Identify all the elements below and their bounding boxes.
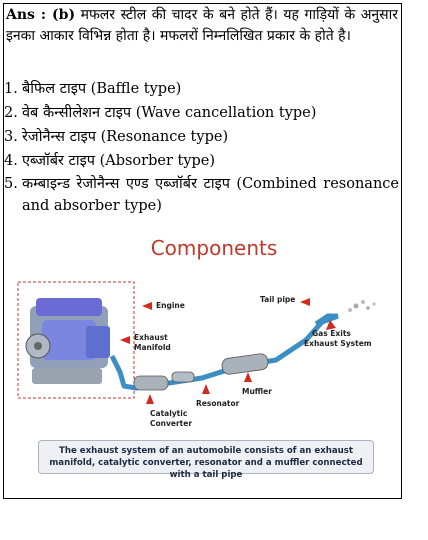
label-gas-exits: Gas Exits	[312, 329, 351, 338]
label-catalytic: Catalytic	[150, 409, 188, 418]
list-label: वेब कैन्सीलेशन टाइप (Wave cancellation type)	[22, 105, 317, 121]
label-tail-pipe: Tail pipe	[260, 295, 296, 304]
label-engine: Engine	[156, 301, 185, 310]
label-resonator: Resonator	[196, 399, 240, 408]
figure-caption: The exhaust system of an automobile consists of an exhaust manifold, catalytic converter, resonator and a muffler connected with a tail pipe	[38, 440, 374, 474]
list-item	[4, 101, 399, 125]
list-number: 3.	[4, 129, 18, 145]
muffler-shape	[221, 353, 269, 375]
resonator-shape	[172, 372, 194, 382]
list-item	[4, 173, 399, 217]
answer-prefix: Ans : (b)	[6, 7, 76, 23]
list-label: बैफिल टाइप (Baffle type)	[22, 81, 182, 97]
engine-illustration	[26, 298, 110, 384]
list-item	[4, 149, 399, 173]
list-label: रेजोनैन्स टाइप (Resonance type)	[22, 129, 229, 145]
list-number: 1.	[4, 81, 18, 97]
answer-text: मफलर स्टील की चादर के बने होते हैं। यह गाड़ियों के अनुसार इनका आकार विभिन्न होता है। मफलरों निम्नलिखित प्रकार के होते है।	[6, 7, 398, 44]
label-exhaust-manifold: Exhaust	[134, 333, 168, 342]
figure-title: Components	[150, 236, 278, 260]
label-converter: Converter	[150, 419, 193, 428]
label-muffler: Muffler	[242, 387, 272, 396]
exhaust-gas-cloud	[348, 300, 376, 312]
list-number: 5.	[4, 176, 18, 192]
list-label: कम्बाइन्ड रेजोनैन्स एण्ड एब्जॉर्बर टाइप (Combined resonance and absorber type)	[22, 176, 399, 214]
catalytic-converter-shape	[134, 376, 168, 390]
muffler-types-list	[4, 77, 399, 217]
answer-paragraph	[6, 5, 398, 47]
list-item	[4, 125, 399, 149]
list-number: 4.	[4, 153, 18, 169]
label-exhaust-manifold-2: Manifold	[134, 343, 171, 352]
label-exhaust-system: Exhaust System	[304, 339, 372, 348]
list-item	[4, 77, 399, 101]
list-label: एब्जॉर्बर टाइप (Absorber type)	[22, 153, 216, 169]
list-number: 2.	[4, 105, 18, 121]
